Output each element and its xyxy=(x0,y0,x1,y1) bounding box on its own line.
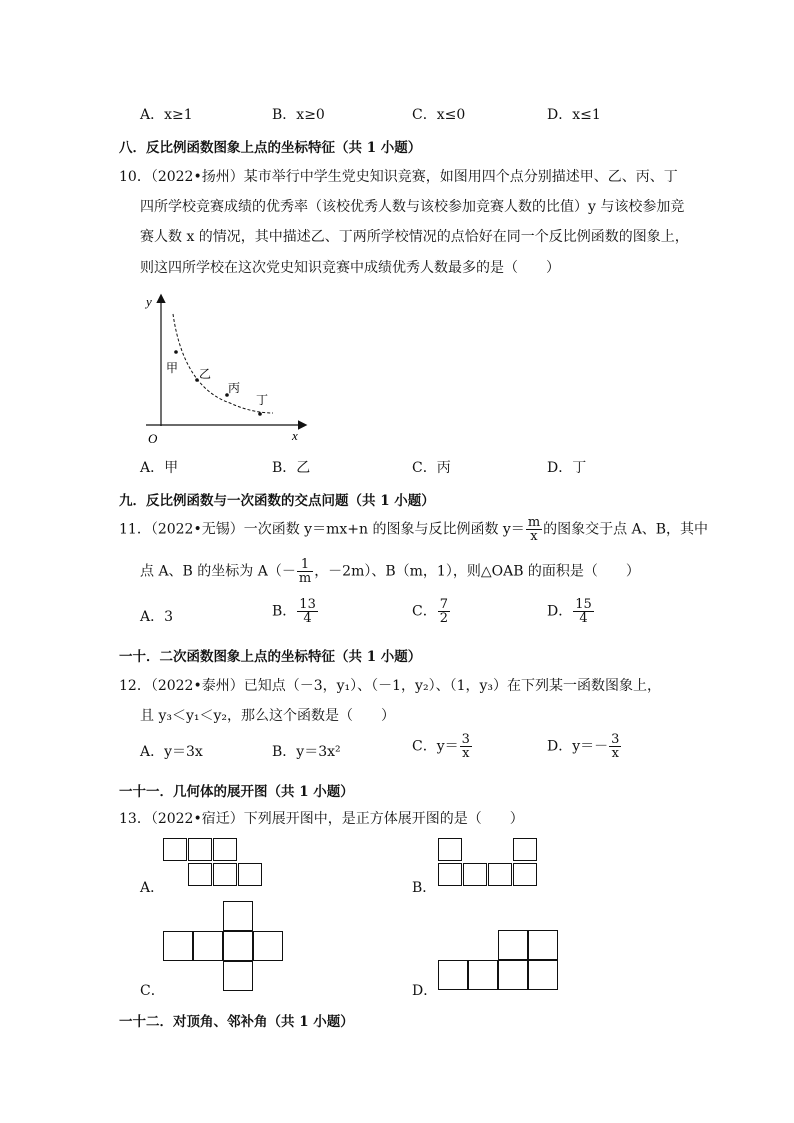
label-ding: 丁 xyxy=(256,393,269,407)
q13-line1: 13．（2022•宿迁）下列展开图中，是正方体展开图的是（ ） xyxy=(119,811,524,827)
q11-line2: 点 A、B 的坐标为 A（－ $\frac{1}{m}$ ，－2m）、B（m，1），则△OAB 的面积是（ ） xyxy=(140,557,640,586)
q10-line4: 则这四所学校在这次党史知识竞赛中成绩优秀人数最多的是（ ） xyxy=(140,260,560,276)
q9-option-b: B．x≥0 xyxy=(272,107,325,123)
q9-option-a: A．x≥1 xyxy=(140,107,193,123)
label-jia: 甲 xyxy=(166,361,179,375)
section-heading-9: 九．反比例函数与一次函数的交点问题（共 1 小题） xyxy=(119,493,435,509)
point-jia xyxy=(174,350,178,354)
q10-line2: 四所学校竞赛成绩的优秀率（该校优秀人数与该校参加竞赛人数的比值）y 与该校参加竞 xyxy=(140,199,685,215)
q9-option-c: C．x≤0 xyxy=(412,107,466,123)
q10-option-b: B．乙 xyxy=(272,460,311,476)
q12-option-b: B．y＝3x² xyxy=(272,744,341,760)
q10-line1: 10．（2022•扬州）某市举行中学生党史知识竞赛，如图用四个点分别描述甲、乙、丙、丁 xyxy=(119,169,678,185)
q10-option-d: D．丁 xyxy=(547,460,587,476)
q11-line1: 11．（2022•无锡）一次函数 y＝mx+n 的图象与反比例函数 y＝ $\frac{m}{x}$ 的图象交于点 A、B，其中 xyxy=(119,515,708,544)
origin-label: O xyxy=(148,431,158,446)
y-axis-label: y xyxy=(146,294,152,309)
q9-option-d: D．x≤1 xyxy=(547,107,601,123)
q10-option-c: C．丙 xyxy=(412,460,451,476)
q11-option-d: D． $\frac{15}{4}$ xyxy=(547,597,592,626)
section-heading-8: 八．反比例函数图象上点的坐标特征（共 1 小题） xyxy=(119,140,422,156)
q11-option-a: A．3 xyxy=(140,609,174,625)
q13-label-b: B． xyxy=(412,880,437,896)
q11-option-c: C． $\frac{7}{2}$ xyxy=(412,597,448,626)
label-bing: 丙 xyxy=(228,381,241,395)
q10-line3: 赛人数 x 的情况，其中描述乙、丁两所学校情况的点恰好在同一个反比例函数的图象上， xyxy=(140,229,689,245)
q13-label-d: D． xyxy=(412,983,438,999)
q12-option-a: A．y＝3x xyxy=(140,744,203,760)
q12-option-c: C．y＝ $\frac{3}{x}$ xyxy=(412,732,470,761)
q12-option-d: D．y＝－ $\frac{3}{x}$ xyxy=(547,732,620,761)
x-axis-label: x xyxy=(292,428,298,443)
q12-line2: 且 y₃＜y₁＜y₂，那么这个函数是（ ） xyxy=(140,708,396,724)
q12-line1: 12．（2022•泰州）已知点（－3，y₁）、（－1，y₂）、（1，y₃）在下列某一函数图象上， xyxy=(119,678,662,694)
q10-option-a: A．甲 xyxy=(140,460,179,476)
label-yi: 乙 xyxy=(199,367,212,381)
q10-graph xyxy=(140,288,320,448)
section-heading-10: 一十．二次函数图象上点的坐标特征（共 1 小题） xyxy=(119,649,422,665)
q13-label-c: C． xyxy=(140,983,165,999)
section-heading-12: 一十二．对顶角、邻补角（共 1 小题） xyxy=(119,1014,354,1030)
q11-option-b: B． $\frac{13}{4}$ xyxy=(272,597,316,626)
q13-label-a: A． xyxy=(140,880,165,896)
point-ding xyxy=(258,412,262,416)
section-heading-11: 一十一．几何体的展开图（共 1 小题） xyxy=(119,784,354,800)
